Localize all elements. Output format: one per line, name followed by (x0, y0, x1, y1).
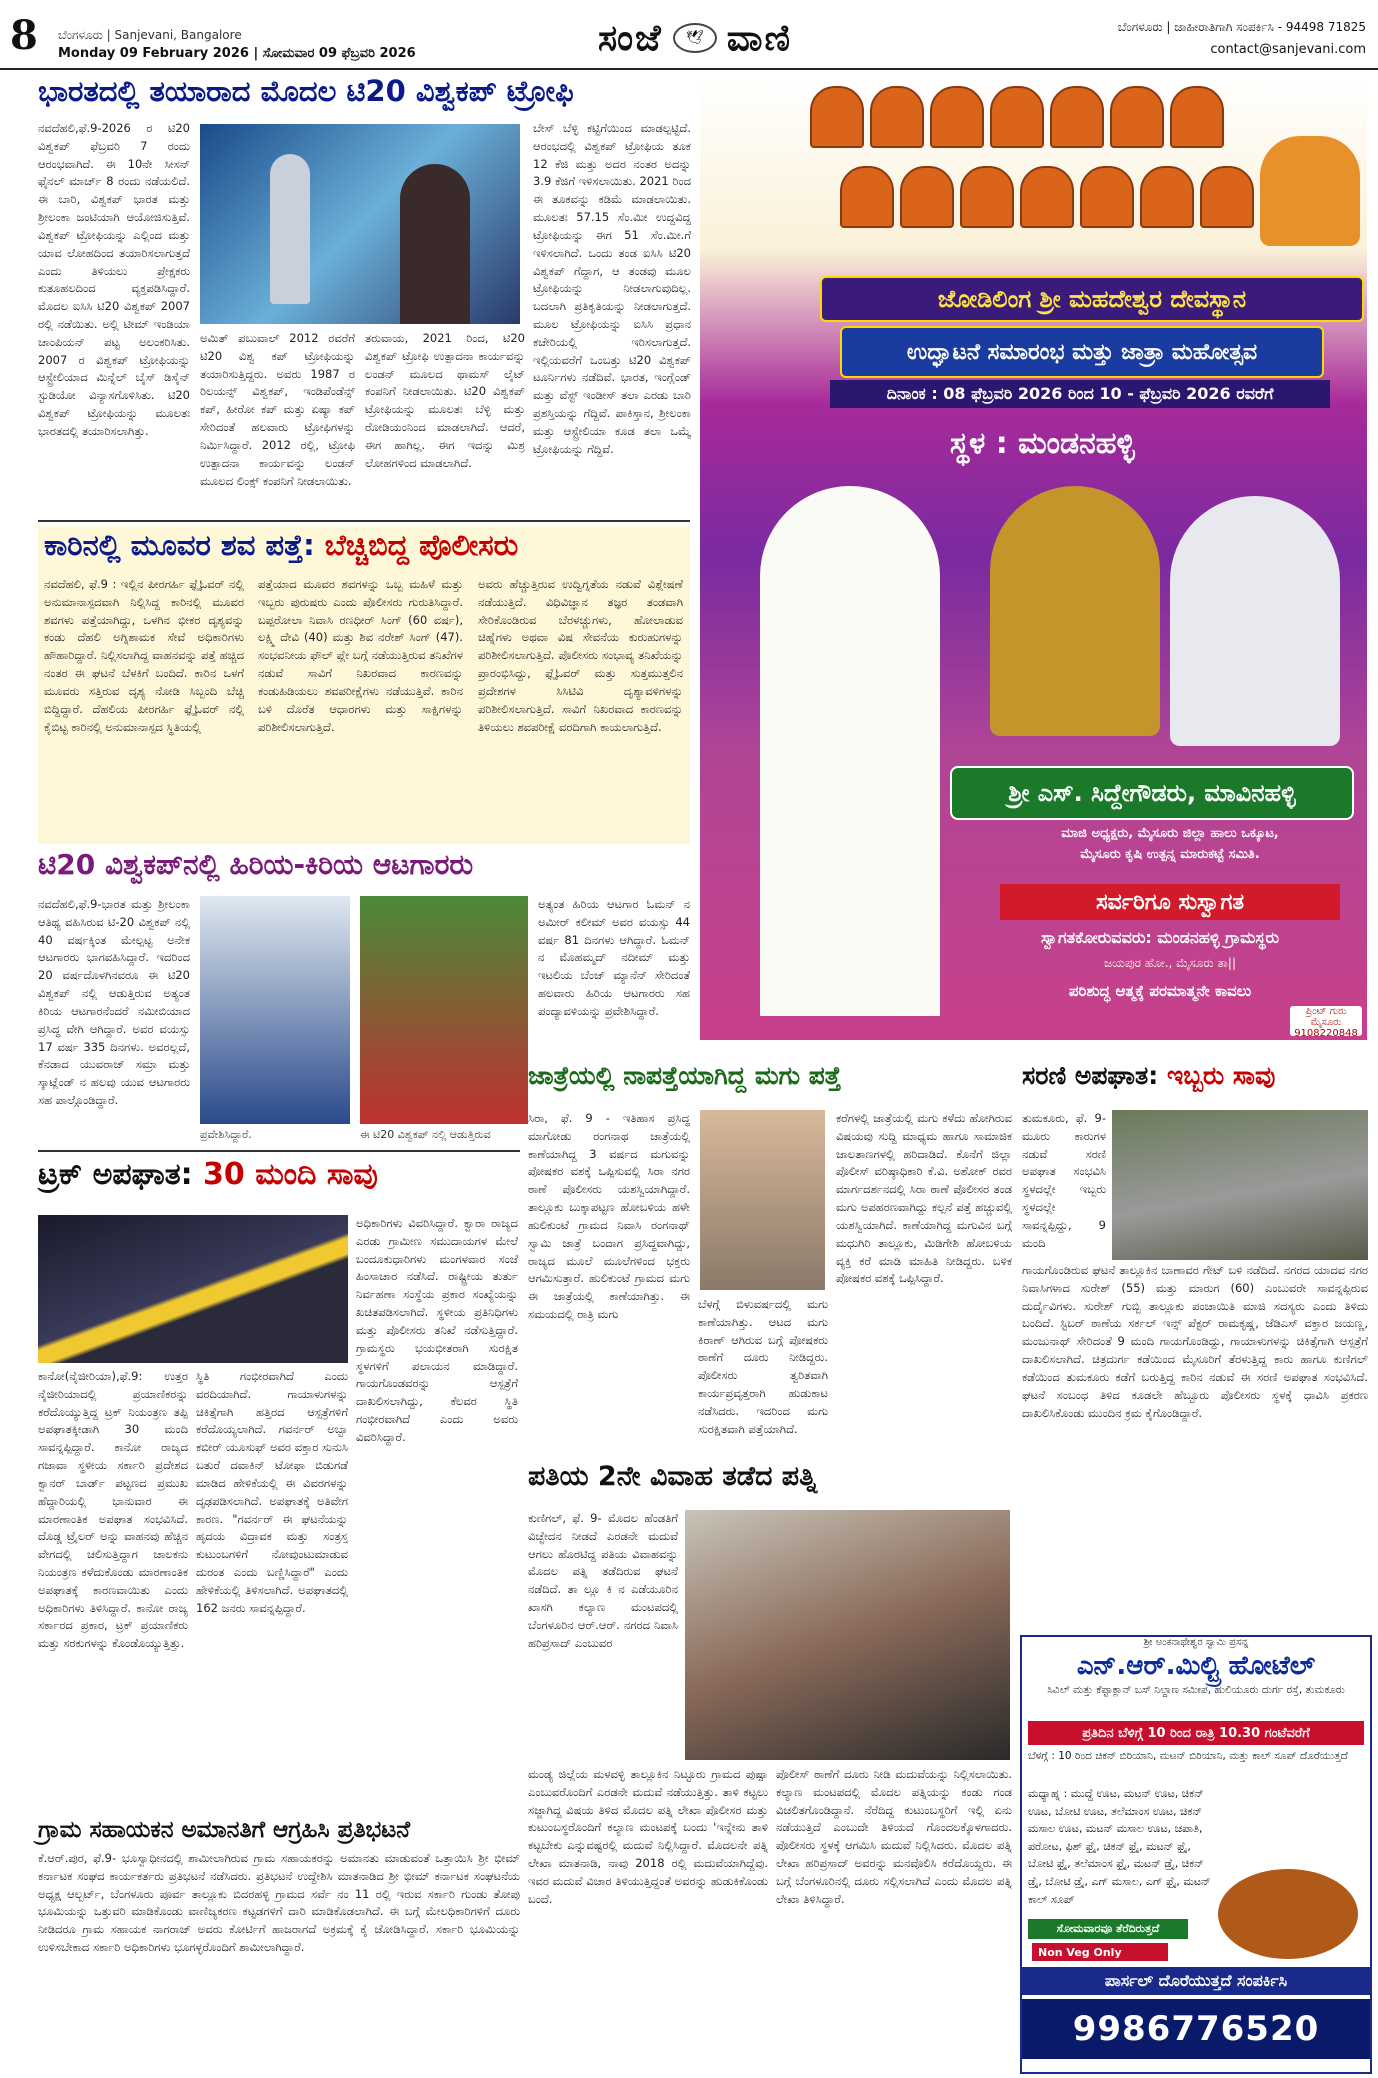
article8-col1: ಕೆ.ಆರ್.ಪುರ, ಫೆ.9- ಭೂಸ್ವಾಧೀನದಲ್ಲಿ ಶಾಮೀಲಾಗಿರುವ ಗ್ರಾಮ ಸಹಾಯಕರನ್ನು ಅಮಾನತು ಮಾಡುವಂತೆ ಒತ್ತಾಯಿಸಿ ಶ್ರೀ ಭೀಮ್ ಕರ್ನಾಟಕ ಸಂಘದ ಕಾರ್ಯಕರ್ತರು ಪ್ರತಿಭಟನೆ ನಡೆಸಿದರು. ಪ್ರತಿಭಟನೆ ಉದ್ದೇಶಿಸಿ ಮಾತನಾಡಿದ ಶ್ರೀ ಭೀಮ್ ಕರ್ನಾಟಕ ಸಂಘಟನೆಯ ಅಧ್ಯಕ್ಷ ಆಲ್ಬರ್ಟ್, ಬೆಂಗಳೂರು ಪೂರ್ವ ತಾಲ್ಲೂಕು ಬಿದರಹಳ್ಳಿ ಗ್ರಾಮದ ಸರ್ವೆ ನಂ 11 ರಲ್ಲಿ ಇರುವ ಸರ್ಕಾರಿ ಗುಂಡು ತೋಪು ಭೂಮಿಯನ್ನು ಒತ್ತುವರಿ ಮಾಡಿಕೊಂಡು ವಾಣಿಜ್ಯಕರಣ ಕಟ್ಟಡಗಳಿಗೆ ದಾರಿ ಮಾಡಿಕೊಡಲಾಗಿದೆ. ಈ ಬಗ್ಗೆ ಮೇಲಧಿಕಾರಿಗಳಿಗೆ ದೂರು ನೀಡಿದರೂ ಗ್ರಾಮ ಸಹಾಯಕ ನಾಗರಾಜ್ ಅವರು ಕೋರ್ಟಿಗೆ ಹಾಜರಾಗದೆ ಅಕ್ರಮಕ್ಕೆ ಕೈ ಜೋಡಿಸಿದ್ದಾರೆ. ಸರ್ಕಾರಿ ಭೂಮಿಯನ್ನು ಉಳಿಸಬೇಕಾದ ಸರ್ಕಾರಿ ಅಧಿಕಾರಿಗಳು ಭೂಗಳ್ಳರೊಂದಿಗೆ ಶಾಮೀಲಾಗಿದ್ದಾರೆ. (38, 1851, 520, 1955)
deity-portrait (900, 166, 954, 228)
temple-festival-ad (700, 76, 1367, 1040)
article1-col1: ನವದೆಹಲಿ,ಫೆ.9-2026 ರ ಟಿ20 ವಿಶ್ವಕಪ್ ಫೆಬ್ರವರಿ 7 ರಂದು ಆರಂಭವಾಗಿದೆ. ಈ 10ನೇ ಸೀಸನ್ ಫೈನಲ್ ಮಾರ್ಚ್ 8 ರಂದು ನಡೆಯಲಿದೆ. ಈ ಬಾರಿ, ವಿಶ್ವಕಪ್ ಭಾರತ ಮತ್ತು ಶ್ರೀಲಂಕಾ ಜಂಟಿಯಾಗಿ ಆಯೋಜಿಸುತ್ತಿವೆ. ವಿಶ್ವಕಪ್ ಟ್ರೋಫಿಯನ್ನು ಎಲ್ಲಿಂದ ಮತ್ತು ಯಾವ ಲೋಹದಿಂದ ತಯಾರಿಸಲಾಗುತ್ತದೆ ಎಂದು ತಿಳಿಯಲು ಪ್ರೇಕ್ಷಕರು ಕುತೂಹಲದಿಂದ ವ್ಯಕ್ತಪಡಿಸಿದ್ದಾರೆ. ಮೊದಲ ಐಸಿಸಿ ಟಿ20 ವಿಶ್ವಕಪ್ 2007 ರಲ್ಲಿ ನಡೆಯಿತು. ಅಲ್ಲಿ ಟೀಮ್ ಇಂಡಿಯಾ ಚಾಂಪಿಯನ್ ಪಟ್ಟ ಅಲಂಕರಿಸಿತು. 2007 ರ ವಿಶ್ವಕಪ್ ಟ್ರೋಫಿಯನ್ನು ಆಸ್ಟ್ರೇಲಿಯಾದ ಮಿನ್ನೆಲ್ ಬೈಸ್ ಡಿಸೈನ್ ಸ್ಟುಡಿಯೋ ವಿನ್ಯಾಸಗೊಳಿಸಿತು. ಟಿ20 ವಿಶ್ವಕಪ್ ಟ್ರೋಫಿಯನ್ನು ಮೂಲತಃ ಭಾರತದಲ್ಲಿ ತಯಾರಿಸಲಾಗಿತ್ತು. (38, 121, 190, 438)
hotel-open-monday: ಸೋಮವಾರವೂ ತೆರೆದಿರುತ್ತದೆ (1028, 1919, 1188, 1939)
article3-headline: ಟಿ20 ವಿಶ್ವಕಪ್‌ನಲ್ಲಿ ಹಿರಿಯ-ಕಿರಿಯ ಆಟಗಾರರು (38, 848, 474, 881)
woman-portrait (990, 486, 1160, 736)
article2-col2: ಪತ್ತೆಯಾದ ಮೂವರ ಶವಗಳನ್ನು ಒಬ್ಬ ಮಹಿಳೆ ಮತ್ತು ಇಬ್ಬರು ಪುರುಷರು ಎಂದು ಪೊಲೀಸರು ಗುರುತಿಸಿದ್ದಾರೆ. ಬಪ್ಪರೋಲಾ ನಿವಾಸಿ ರಣಧೀರ್ ಸಿಂಗ್ (60 ವರ್ಷ), ಲಕ್ಷ್ಮಿ ದೇವಿ (40) ಮತ್ತು ಶಿವ ನರೇಶ್ ಸಿಂಗ್ (47). ಸಂಭವನೀಯ ಫೌಲ್ ಪ್ಲೇ ಬಗ್ಗೆ ನಡೆಯುತ್ತಿರುವ ತನಿಖೆಗಳ ನಡುವೆ ಸಾವಿಗೆ ನಿಖರವಾದ ಕಾರಣವನ್ನು ಕಂಡುಹಿಡಿಯಲು ಶವಪರೀಕ್ಷೆಗಳು ನಡೆಯುತ್ತಿವೆ. ಕಾರಿನ ಬಳಿ ದೊರೆತ ಆಧಾರಗಳು ಮತ್ತು ಸಾಕ್ಷಿಗಳನ್ನು ಪರಿಶೀಲಿಸಲಾಗುತ್ತಿದೆ. (258, 577, 463, 734)
trophy-photo (200, 124, 520, 324)
divider (38, 1150, 520, 1152)
tiger-image (1260, 136, 1360, 246)
hotel-menu: ಮಧ್ಯಾಹ್ನ : ಮುದ್ದೆ ಊಟ, ಮಟನ್ ಊಟ, ಚಿಕನ್ ಊಟ, ಬೋಟಿ ಊಟ, ತಲೆಮಾಂಸ ಊಟ, ಚಿಕನ್ ಮಸಾಲ ಊಟ, ಮಟನ್ ಮಸಾಲ ಊಟ, ಚಪಾತಿ, ಪರೋಟ, ಫಿಶ್ ಫ್ರೈ, ಚಿಕನ್ ಫ್ರೈ, ಮಟನ್ ಫ್ರೈ, ಬೋಟಿ ಫ್ರೈ, ತಲೆಮಾಂಸ ಫ್ರೈ, ಮಟನ್ ಡ್ರೈ, ಚಿಕನ್ ಡ್ರೈ, ಬೋಟಿ ಡ್ರೈ, ಎಗ್ ಮಸಾಲ, ಎಗ್ ಫ್ರೈ, ಮಟನ್ ಕಾಲ್ ಸೂಪ್ (1028, 1787, 1211, 1906)
article4-headline-black: ಟ್ರಕ್ ಅಪಘಾತ: (38, 1157, 193, 1192)
host-portrait (760, 486, 940, 1016)
article5-headline: ಜಾತ್ರೆಯಲ್ಲಿ ನಾಪತ್ತೆಯಾಗಿದ್ದ ಮಗು ಪತ್ತೆ (528, 1061, 842, 1090)
hotel-sunday-note: ಬೆಳಗ್ಗೆ : 10 ರಿಂದ ಚಿಕನ್ ಬಿರಿಯಾನಿ, ಮಟನ್ ಬಿರಿಯಾನಿ, ಮತ್ತು ಕಾಲ್ ಸೂಪ್ ದೊರೆಯುತ್ತದೆ (1028, 1750, 1348, 1762)
deity-portrait (1110, 86, 1164, 148)
article1-headline: ಭಾರತದಲ್ಲಿ ತಯಾರಾದ ಮೊದಲ ಟಿ20 ವಿಶ್ವಕಪ್ ಟ್ರೋಫಿ (38, 74, 574, 108)
hotel-name-text: ಎನ್.ಆರ್.ಮಿಲ್ಟ್ರಿ ಹೋಟೆಲ್ (1076, 1651, 1316, 1681)
article7-col1: ಕುಣಿಗಲ್, ಫೆ. 9- ಮೊದಲ ಹೆಂಡತಿಗೆ ವಿಚ್ಛೇದನ ನೀಡದೆ ಎರಡನೇ ಮದುವೆ ಆಗಲು ಹೊರಟಿದ್ದ ಪತಿಯ ವಿವಾಹವನ್ನು ಮೊದಲ ಪತ್ನಿ ತಡೆದಿರುವ ಘಟನೆ ನಡೆದಿದೆ. ತಾ ಲ್ಲೂ ಕಿ ನ ಎಡೆಯೂರಿನ ಖಾಸಗಿ ಕಲ್ಯಾಣ ಮಂಟಪದಲ್ಲಿ ಬೆಂಗಳೂರಿನ ಆರ್.ಆರ್. ನಗರದ ನಿವಾಸಿ ಹರಿಪ್ರಸಾದ್ ಎಂಬುವರ (528, 1511, 678, 1650)
article5-col2: ಬೆಳಗ್ಗೆ ಬಿಳುವರ್ಷದಲ್ಲಿ ಮಗು ಕಾಣೆಯಾಗಿತ್ತು. ಆಟದ ಮಗು ಕಿರಾಣ್ ಆಗಿರುವ ಬಗ್ಗೆ ಪೋಷಕರು ಠಾಣೆಗೆ ದೂರು ನೀಡಿದ್ದರು. ಪೊಲೀಸರು ತ್ವರಿತವಾಗಿ ಕಾರ್ಯಪ್ರವೃತ್ತರಾಗಿ ಹುಡುಕಾಟ ನಡೆಸಿದರು. ಇದರಿಂದ ಮಗು ಸುರಕ್ಷಿತವಾಗಿ ಪತ್ತೆಯಾಗಿದೆ. (698, 1297, 828, 1436)
masthead (0, 0, 1378, 70)
article6-headline-black: ಸರಣಿ ಅಪಘಾತ: (1022, 1061, 1159, 1090)
article7-col3: ಪೊಲೀಸ್ ಠಾಣೆಗೆ ದೂರು ನೀಡಿ ಮದುವೆಯನ್ನು ನಿಲ್ಲಿಸಲಾಯಿತು. ಕಲ್ಯಾಣ ಮಂಟಪದಲ್ಲಿ ಮೊದಲ ಪತ್ನಿಯನ್ನು ಕಂಡು ಗಂಡ ವಿಚಲಿತಗೊಂಡಿದ್ದಾನೆ. ನೆರೆದಿದ್ದ ಕುಟುಂಬಸ್ಥರಿಗೆ ಇಲ್ಲಿ ಏನು ನಡೆಯುತ್ತಿದೆ ಎಂಬುದೇ ತಿಳಿಯದೆ ಗೊಂದಲಕ್ಕೊಳಗಾದರು. ಪೊಲೀಸರು ಸ್ಥಳಕ್ಕೆ ಆಗಮಿಸಿ ಮದುವೆ ನಿಲ್ಲಿಸಿದರು. ಮೊದಲ ಪತ್ನಿ ಲೇಖಾ ಹರಿಪ್ರಸಾದ್ ಅವರನ್ನು ಮನವೊಲಿಸಿ ಕರೆದೊಯ್ದರು. ಈ ಬಗ್ಗೆ ಬೆಂಗಳೂರಿನಲ್ಲಿ ದೂರು ಸಲ್ಲಿಸಲಾಗಿದೆ ಎಂದು ಮೊದಲ ಪತ್ನಿ ಲೇಖಾ ತಿಳಿಸಿದ್ದಾರೆ. (776, 1767, 1012, 1906)
article6-headline-red: ಇಬ್ಬರು ಸಾವು (1166, 1061, 1276, 1090)
article6-col2: ಗಾಯಗೊಂಡಿರುವ ಘಟನೆ ತಾಲ್ಲೂಕಿನ ಬಾಣಾವರ ಗೇಟ್ ಬಳಿ ನಡೆದಿದೆ. ನಗರದ ಯಾದವ ನಗರ ನಿವಾಸಿಗಳಾದ ಸುರೇಶ್ (55) ಮತ್ತು ಮಾರುಗ (60) ಎಂಬುವರೇ ಸಾವನ್ನಪ್ಪಿರುವ ದುರ್ದೈವಿಗಳು. ಸುರೇಶ್ ಗುಬ್ಬಿ ತಾಲ್ಲೂಕು ಪಂಚಾಯಿತಿ ಮಾಜಿ ಸದಸ್ಯರು ಎಂದು ತಿಳಿದು ಬಂದಿದೆ. ಸ್ಟಿಬರ್ ಠಾಣೆಯ ಸರ್ಕಲ್ ಇನ್ಸ್ ಪೆಕ್ಟರ್ ರಾಮಕೃಷ್ಣ, ಜೆಡಿಎಸ್ ವಕ್ತಾರ ಜಯಣ್ಣ, ಮಂಜುನಾಥ್ ಸೇರಿದಂತೆ 9 ಮಂದಿ ಗಾಯಗೊಂಡಿದ್ದು, ಗಾಯಾಳುಗಳನ್ನು ಚಿಕಿತ್ಸೆಗಾಗಿ ಆಸ್ಪತ್ರೆಗೆ ದಾಖಲಿಸಲಾಗಿದೆ. ಚಿತ್ರದುರ್ಗ ಕಡೆಯಿಂದ ಮೈಸೂರಿಗೆ ತೆರಳುತ್ತಿದ್ದ ಕಾರು ಹಾಗೂ ಕುಣಿಗಲ್ ಕಡೆಯಿಂದ ತುಮಕೂರು ಕಡೆಗೆ ಬರುತ್ತಿದ್ದ ಕಾರಿನ ನಡುವೆ ಈ ಸರಣಿ ಅಪಘಾತ ಸಂಭವಿಸಿದೆ. ಘಟನೆ ಸಂಬಂಧ ತಿಳಿದ ಕೂಡಲೇ ಹೆಬ್ಬೂರು ಪೊಲೀಸರು ಸ್ಥಳಕ್ಕೆ ಧಾವಿಸಿ ಪ್ರಕರಣ ದಾಖಲಿಸಿಕೊಂಡು ಮುಂದಿನ ಕ್ರಮ ಕೈಗೊಂಡಿದ್ದಾರೆ. (1022, 1263, 1368, 1420)
deity-portraits (720, 86, 1360, 266)
article5-col1: ಸಿರಾ, ಫೆ. 9 - ಇತಿಹಾಸ ಪ್ರಸಿದ್ಧ ಮಾಗೋಡು ರಂಗನಾಥ ಜಾತ್ರೆಯಲ್ಲಿ ಕಾಣೆಯಾಗಿದ್ದ 3 ವರ್ಷದ ಮಗುವನ್ನು ಪೋಷಕರ ವಶಕ್ಕೆ ಒಪ್ಪಿಸುವಲ್ಲಿ ಸಿರಾ ನಗರ ಠಾಣೆ ಪೊಲೀಸರು ಯಶಸ್ವಿಯಾಗಿದ್ದಾರೆ. ತಾಲ್ಲೂಕು ಬುಕ್ಕಾಪಟ್ಟಣ ಹೋಬಳಿಯ ಹಳೇ ಹುಲಿಕುಂಟೆ ಗ್ರಾಮದ ನಿವಾಸಿ ರಂಗನಾಥ್ ಸ್ವಾಮಿ ಜಾತ್ರೆ ಬಂದಾಗ ಪ್ರಸಿದ್ಧವಾಗಿದ್ದು, ರಾಜ್ಯದ ಮೂಲೆ ಮೂಲೆಗಳಿಂದ ಭಕ್ತರು ಆಗಮಿಸುತ್ತಾರೆ. ಹುಲಿಕುಂಟೆ ಗ್ರಾಮದ ಮಗು ಈ ಜಾತ್ರೆಯಲ್ಲಿ ಕಾಣೆಯಾಗಿತ್ತು. ಈ ಸಮಯದಲ್ಲಿ ರಾತ್ರಿ ಮಗು (528, 1111, 690, 1321)
article5-col3: ಕರೆಗಳಲ್ಲಿ ಜಾತ್ರೆಯಲ್ಲಿ ಮಗು ಕಳೆದು ಹೋಗಿರುವ ವಿಷಯವು ಸುದ್ದಿ ಮಾಧ್ಯಮ ಹಾಗೂ ಸಾಮಾಜಿಕ ಜಾಲತಾಣಗಳಲ್ಲಿ ಹರಿದಾಡಿದೆ. ಕೊನೆಗೆ ಜಿಲ್ಲಾ ಪೊಲೀಸ್ ವರಿಷ್ಠಾಧಿಕಾರಿ ಕೆ.ವಿ. ಅಶೋಕ್ ರವರ ಮಾರ್ಗದರ್ಶನದಲ್ಲಿ ಸಿರಾ ಠಾಣೆ ಪೊಲೀಸರ ತಂಡ ಮಗು ಅಪಹರಣವಾಗಿದ್ದು ಕಲ್ಪನೆ ಪತ್ತೆ ಹಚ್ಚುವಲ್ಲಿ ಯಶಸ್ವಿಯಾಗಿದೆ. ಕಾಣೆಯಾಗಿದ್ದ ಮಗುವಿನ ಬಗ್ಗೆ ಮಧುಗಿರಿ ತಾಲ್ಲೂಕು, ಮಿಡಿಗೇಶಿ ಹೋಬಳಿಯ ವ್ಯಕ್ತಿ ಕರೆ ಮಾಡಿ ಮಾಹಿತಿ ನೀಡಿದ್ದರು. ಬಳಿಕ ಪೋಷಕರ ವಶಕ್ಕೆ ಒಪ್ಪಿಸಿದ್ದಾರೆ. (836, 1111, 1012, 1286)
ad-temple-banner: ಜೋಡಿಲಿಂಗ ಶ್ರೀ ಮಹದೇಶ್ವರ ದೇವಸ್ಥಾನ (820, 276, 1364, 322)
trophy-shape (270, 154, 310, 304)
senior-player-photo (360, 896, 528, 1124)
article8-headline: ಗ್ರಾಮ ಸಹಾಯಕನ ಅಮಾನತಿಗೆ ಆಗ್ರಹಿಸಿ ಪ್ರತಿಭಟನೆ (38, 1817, 410, 1843)
military-hotel-ad (1020, 1635, 1372, 2074)
deity-portrait (1080, 166, 1134, 228)
hotel-address: ಸಿವಿಲ್ ಮತ್ತು ಕೆಪ್ಟಾಕ್ಲಾನ್ ಬಸ್ ನಿಲ್ದಾಣ ಸಮೀಪ, ಹುಲಿಯೂರು ದುರ್ಗ ರಸ್ತೆ, ತುಮಕೂರು (1047, 1684, 1345, 1696)
hotel-parcel: ಪಾರ್ಸಲ್ ದೊರೆಯುತ್ತದೆ ಸಂಪರ್ಕಿಸಿ (1022, 1967, 1370, 1995)
deity-portrait (1170, 86, 1224, 148)
article3-col1: ನವದೆಹಲಿ,ಫೆ.9-ಭಾರತ ಮತ್ತು ಶ್ರೀಲಂಕಾ ಆತಿಥ್ಯ ವಹಿಸಿರುವ ಟಿ-20 ವಿಶ್ವಕಪ್ ನಲ್ಲಿ 40 ವರ್ಷಕ್ಕಿಂತ ಮೇಲ್ಪಟ್ಟ ಅನೇಕ ಆಟಗಾರರು ಭಾಗವಹಿಸಿದ್ದಾರೆ. ಇದರಿಂದ 20 ವರ್ಷದೊಳಗಿನವರೂ ಈ ಟಿ20 ವಿಶ್ವಕಪ್ ನಲ್ಲಿ ಆಡುತ್ತಿರುವ ಅತ್ಯಂತ ಕಿರಿಯ ಆಟಗಾರನೆಂದರೆ ನಮೀಬಿಯಾದ ಪ್ರಸಿದ್ಧ ವೇಗಿ ಆಗಿದ್ದಾರೆ. ಅವರ ವಯಸ್ಸು 17 ವರ್ಷ 335 ದಿನಗಳು. ಅವರಲ್ಲದೆ, ಕೆನಡಾದ ಯುವರಾಜ್ ಸಮ್ರಾ ಮತ್ತು ಸ್ಕಾಟ್ಲೆಂಡ್ ನ ಹಲವು ಯುವ ಆಟಗಾರರು ಸಹ ಪಾಲ್ಗೊಂಡಿದ್ದಾರೆ. (38, 897, 190, 1107)
contact-email: contact@sanjevani.com (1210, 42, 1366, 57)
deity-portrait (1020, 166, 1074, 228)
hotel-name (1022, 1651, 1370, 1682)
article3-caption1: ಪ್ರವೇಶಿಸಿದ್ದಾರೆ. (200, 1128, 252, 1141)
ad-print-credit: ಪ್ರಿಂಟ್ ಗುರು ಮೈಸೂರು 9108220848 (1290, 1006, 1362, 1036)
deity-portrait (1050, 86, 1104, 148)
young-player-photo (200, 896, 350, 1124)
date-kannada: ಸೋಮವಾರ 09 ಫೆಬ್ರವರಿ 2026 (262, 46, 416, 61)
date-english: Monday 09 February 2026 (58, 46, 249, 61)
deity-portrait (1200, 166, 1254, 228)
ad-host-name: ಶ್ರೀ ಎಸ್. ಸಿದ್ದೇಗೌಡರು, ಮಾವಿನಹಳ್ಳಿ (950, 766, 1354, 820)
article2-box (38, 526, 690, 844)
article2-col1: ನವದೆಹಲಿ, ಫೆ.9 : ಇಲ್ಲಿನ ಪೀರಗರ್ಹಿ ಫ್ಲೈಓವರ್ ನಲ್ಲಿ ಅನುಮಾನಾಸ್ಪದವಾಗಿ ನಿಲ್ಲಿಸಿದ್ದ ಕಾರಿನಲ್ಲಿ ಮೂವರ ಶವಗಳು ಪತ್ತೆಯಾಗಿದ್ದು, ಒಳಗಿನ ಭೀಕರ ದೃಶ್ಯವನ್ನು ಕಂಡು ದೆಹಲಿ ಅಗ್ನಿಶಾಮಕ ಸೇವೆ ಅಧಿಕಾರಿಗಳು ಹೌಹಾರಿದ್ದಾರೆ. ನಿಲ್ಲಿಸಲಾಗಿದ್ದ ವಾಹನವನ್ನು ಪತ್ತೆ ಹಚ್ಚಿದ ನಂತರ ಈ ಘಟನೆ ಬೆಳಕಿಗೆ ಬಂದಿದೆ. ಕಾರಿನ ಒಳಗೆ ಮೂವರು ಸತ್ತಿರುವ ದೃಶ್ಯ ನೋಡಿ ಸಿಬ್ಬಂದಿ ಬೆಚ್ಚಿ ಬಿದ್ದಿದ್ದಾರೆ. ದೆಹಲಿಯ ಪೀರಗರ್ಹಿ ಫ್ಲೈಓವರ್ ನಲ್ಲಿ ಕೈಬಿಟ್ಟ ಕಾರಿನಲ್ಲಿ ಅನುಮಾನಾಸ್ಪದ ಸ್ಥಿತಿಯಲ್ಲಿ (44, 577, 244, 734)
ad-hosts-address: ಜಯಪುರ ಹೋ., ಮೈಸೂರು ತಾ|| (1103, 956, 1237, 970)
city-line: ಬೆಂಗಳೂರು | Sanjevani, Bangalore (58, 28, 242, 42)
police-line-photo (38, 1215, 348, 1363)
article7-col2: ಮಂಡ್ಯ ಜಿಲ್ಲೆಯ ಮಳವಳ್ಳಿ ತಾಲ್ಲೂಕಿನ ನಿಟ್ಟೂರು ಗ್ರಾಮದ ಪುಷ್ಪಾ ಎಂಬುವರೊಂದಿಗೆ ಎರಡನೇ ಮದುವೆ ನಡೆಯುತ್ತಿತ್ತು. ತಾಳಿ ಕಟ್ಟಲು ಸಜ್ಜಾಗಿದ್ದ ವಿಷಯ ತಿಳಿದ ಮೊದಲ ಪತ್ನಿ ಲೇಖಾ ಪೊಲೀಸರ ಮತ್ತು ಕುಟುಂಬಸ್ಥರೊಂದಿಗೆ ಕಲ್ಯಾಣ ಮಂಟಪಕ್ಕೆ ಬಂದು 'ಇನ್ನೇನು ತಾಳಿ ಕಟ್ಟಬೇಕು ಎನ್ನುವಷ್ಟರಲ್ಲಿ ಮದುವೆ ನಿಲ್ಲಿಸಿದ್ದಾರೆ. ಮೊದಲನೇ ಪತ್ನಿ ಲೇಖಾ ಮಾತನಾಡಿ, ನಾವು 2018 ರಲ್ಲಿ ಮದುವೆಯಾಗಿದ್ದೆವು. ಇವರ ಮದುವೆ ವಿಚಾರ ತಿಳಿಯುತ್ತಿದ್ದಂತೆ ಅವರನ್ನು ಹುಡುಕಿಕೊಂಡು ಬಂದೆ. (528, 1767, 768, 1906)
deity-portrait (930, 86, 984, 148)
ad-role-1: ಮಾಜಿ ಅಧ್ಯಕ್ಷರು, ಮೈಸೂರು ಜಿಲ್ಲಾ ಹಾಲು ಒಕ್ಕೂಟ, (1061, 826, 1279, 841)
article2-headline-blue: ಕಾರಿನಲ್ಲಿ ಮೂವರ ಶವ ಪತ್ತೆ: (44, 528, 315, 562)
date-separator: | (253, 46, 263, 61)
article7-headline: ಪತಿಯ 2ನೇ ವಿವಾಹ ತಡೆದ ಪತ್ನಿ (528, 1461, 818, 1492)
ad-dates: ದಿನಾಂಕ : 08 ಫೆಬ್ರವರಿ 2026 ರಿಂದ 10 - ಫೆಬ್ರವರಿ 2026 ರವರೆಗೆ (830, 380, 1330, 408)
article3-caption2: ಈ ಟಿ20 ವಿಶ್ವಕಪ್ ನಲ್ಲಿ ಆಡುತ್ತಿರುವ (360, 1128, 491, 1141)
article4-col3: ಅಧಿಕಾರಿಗಳು ವಿವರಿಸಿದ್ದಾರೆ. ಕ್ವಾರಾ ರಾಜ್ಯದ ಎರಡು ಗ್ರಾಮೀಣ ಸಮುದಾಯಗಳ ಮೇಲೆ ಬಂದೂಕುಧಾರಿಗಳು ಮಂಗಳವಾರ ಸಂಜೆ ಹಿಂಸಾಚಾರ ನಡೆಸಿದೆ. ರಾಷ್ಟ್ರೀಯ ತುರ್ತು ನಿರ್ವಹಣಾ ಸಂಸ್ಥೆಯ ಪ್ರಕಾರ ಸಂಖ್ಯೆಯನ್ನು ಖಚಿತಪಡಿಸಲಾಗಿದೆ. ಸ್ಥಳೀಯ ಪ್ರತಿನಿಧಿಗಳು ಮತ್ತು ಪೊಲೀಸರು ತನಿಖೆ ನಡೆಸುತ್ತಿದ್ದಾರೆ. ಗ್ರಾಮಸ್ಥರು ಭಯಭೀತರಾಗಿ ಸುರಕ್ಷಿತ ಸ್ಥಳಗಳಿಗೆ ಪಲಾಯನ ಮಾಡಿದ್ದಾರೆ. ಗಾಯಗೊಂಡವರನ್ನು ಆಸ್ಪತ್ರೆಗೆ ದಾಖಲಿಸಲಾಗಿದ್ದು, ಕೆಲವರ ಸ್ಥಿತಿ ಗಂಭೀರವಾಗಿದೆ ಎಂದು ಅವರು ವಿವರಿಸಿದ್ದಾರೆ. (356, 1216, 518, 1444)
youth-portrait (1170, 496, 1340, 746)
article4-col2: ಸ್ಥಿತಿ ಗಂಭೀರವಾಗಿದೆ ಎಂದು ವರದಿಯಾಗಿದೆ. ಗಾಯಾಳುಗಳನ್ನು ಚಿಕಿತ್ಸೆಗಾಗಿ ಹತ್ತಿರದ ಆಸ್ಪತ್ರೆಗಳಿಗೆ ಕರೆದೊಯ್ಯಲಾಗಿದೆ. ಗವರ್ನರ್ ಅಬ್ಬಾ ಕಬೀರ್ ಯೂಸುಫ್ ಅವರ ವಕ್ತಾರ ಸುನುಸಿ ಬತುರೆ ದವಾಕಿನ್ ಟೋಫಾ ಬಿಡುಗಡೆ ಮಾಡಿದ ಹೇಳಿಕೆಯಲ್ಲಿ ಈ ವಿವರಗಳನ್ನು ದೃಢಪಡಿಸಲಾಗಿದೆ. ಅಪಘಾತಕ್ಕೆ ಅತಿವೇಗ ಕಾರಣ. "ಗವರ್ನರ್ ಈ ಘಟನೆಯನ್ನು ಹೃದಯ ವಿದ್ರಾವಕ ಮತ್ತು ಸಂತ್ರಸ್ತ ಕುಟುಂಬಗಳಿಗೆ ನೋವುಂಟುಮಾಡುವ ದುರಂತ ಎಂದು ಬಣ್ಣಿಸಿದ್ದಾರೆ" ಎಂದು ಹೇಳಿಕೆಯಲ್ಲಿ ತಿಳಿಸಲಾಗಿದೆ. ಅಪಘಾತದಲ್ಲಿ 162 ಜನರು ಸಾವನ್ನಪ್ಪಿದ್ದಾರೆ. (196, 1369, 348, 1615)
article2-headline-red: ಬೆಚ್ಚಿಬಿದ್ದ ಪೊಲೀಸರು (324, 528, 519, 562)
person-silhouette (400, 164, 470, 324)
article2-headline (44, 530, 684, 562)
nonveg-badge: Non Veg Only (1032, 1943, 1168, 1961)
child-photo (700, 1110, 825, 1290)
crashed-car-photo (1112, 1110, 1368, 1260)
ad-hosts: ಸ್ವಾಗತಕೋರುವವರು: ಮಂಡನಹಳ್ಳಿ ಗ್ರಾಮಸ್ಥರು (1040, 928, 1280, 947)
article1-col4: ಬೇಸ್ ಬೆಳ್ಳಿ ಕಟ್ಟಿಗೆಯಿಂದ ಮಾಡಲ್ಪಟ್ಟಿದೆ. ಆರಂಭದಲ್ಲಿ ವಿಶ್ವಕಪ್ ಟ್ರೋಫಿಯ ತೂಕ 12 ಕೆಜಿ ಮತ್ತು ಅದರ ನಂತರ ಅದನ್ನು 3.9 ಕೆಜಿಗೆ ಇಳಿಸಲಾಯಿತು. 2021 ರಿಂದ ಈ ತೂಕವನ್ನು ಕಡಿಮೆ ಮಾಡಲಾಯಿತು. ಮೂಲತಃ 57.15 ಸೆಂ.ಮೀ ಉದ್ದವಿದ್ದ ಟ್ರೋಫಿಯನ್ನು ಈಗ 51 ಸೆಂ.ಮೀ.ಗೆ ಇಳಿಸಲಾಗಿದೆ. ಒಂದು ತಂಡ ಐಸಿಸಿ ಟಿ20 ವಿಶ್ವಕಪ್ ಗೆದ್ದಾಗ, ಆ ತಂಡವು ಮೂಲ ಟ್ರೋಫಿಯನ್ನು ನೀಡಲಾಗುವುದಿಲ್ಲ. ಬದಲಾಗಿ ಪ್ರತಿಕೃತಿಯನ್ನು ನೀಡಲಾಗುತ್ತದೆ. ಮೂಲ ಟ್ರೋಫಿಯನ್ನು ಐಸಿಸಿ ಪ್ರಧಾನ ಕಚೇರಿಯಲ್ಲಿ ಇರಿಸಲಾಗುತ್ತದೆ. ಇಲ್ಲಿಯವರೆಗೆ ಒಂಬತ್ತು ಟಿ20 ವಿಶ್ವಕಪ್ ಟೂರ್ನಿಗಳು ನಡೆದಿವೆ. ಭಾರತ, ಇಂಗ್ಲೆಂಡ್ ಮತ್ತು ವೆಸ್ಟ್ ಇಂಡೀಸ್ ತಲಾ ಎರಡು ಬಾರಿ ಪ್ರಶಸ್ತಿಯನ್ನು ಗೆದ್ದಿವೆ. ಪಾಕಿಸ್ತಾನ, ಶ್ರೀಲಂಕಾ ಮತ್ತು ಆಸ್ಟ್ರೇಲಿಯಾ ಕೂಡ ತಲಾ ಒಮ್ಮೆ ಟ್ರೋಫಿಯನ್ನು ಗೆದ್ದಿವೆ. (533, 121, 691, 456)
deity-portrait (1140, 166, 1194, 228)
logo-text-right: ವಾಣಿ (726, 16, 792, 59)
hotel-tag: ಶ್ರೀ ಅಂಕನಾಥೇಶ್ವರ ಸ್ವಾಮಿ ಪ್ರಸನ್ನ (1143, 1637, 1249, 1648)
hotel-timing: ಪ್ರತಿದಿನ ಬೆಳಿಗ್ಗೆ 10 ರಿಂದ ರಾತ್ರಿ 10.30 ಗಂಟೆವರೆಗೆ (1028, 1721, 1364, 1745)
divider (38, 520, 690, 522)
ad-contact: ಬೆಂಗಳೂರು | ಜಾಹೀರಾತಿಗಾಗಿ ಸಂಪರ್ಕಿಸಿ - 94498 71825 (1117, 20, 1366, 34)
ad-event-banner: ಉದ್ಘಾಟನೆ ಸಮಾರಂಭ ಮತ್ತು ಜಾತ್ರಾ ಮಹೋತ್ಸವ (840, 326, 1324, 378)
deity-portrait (960, 166, 1014, 228)
article3-col2: ಅತ್ಯಂತ ಹಿರಿಯ ಆಟಗಾರ ಓಮನ್ ನ ಅಮೀರ್ ಕಲೀಮ್ ಅವರ ವಯಸ್ಸು 44 ವರ್ಷ 81 ದಿನಗಳು ಆಗಿದ್ದಾರೆ. ಓಮನ್ ನ ಮೊಹಮ್ಮದ್ ನದೀಮ್ ಮತ್ತು ಇಟಲಿಯ ಬೆಂಜ್ ಮ್ಯಾನೆನ್ ಸೇರಿದಂತೆ ಹಲವಾರು ಹಿರಿಯ ಆಟಗಾರರು ಸಹ ಪಂದ್ಯಾವಳಿಯನ್ನು ಪ್ರವೇಶಿಸಿದ್ದಾರೆ. (538, 897, 690, 1018)
article4-col1: ಕಾನೋ(ನೈಜೀರಿಯಾ),ಫೆ.9: ಉತ್ತರ ನೈಜೀರಿಯಾದಲ್ಲಿ ಪ್ರಯಾಣಿಕರನ್ನು ಕರೆದೊಯ್ಯುತ್ತಿದ್ದ ಟ್ರಕ್ ನಿಯಂತ್ರಣ ತಪ್ಪಿ ಅಪಘಾತಕ್ಕೀಡಾಗಿ 30 ಮಂದಿ ಸಾವನ್ನಪ್ಪಿದ್ದಾರೆ. ಕಾನೋ ರಾಜ್ಯದ ಗಜಾವಾ ಸ್ಥಳೀಯ ಸರ್ಕಾರಿ ಪ್ರದೇಶದ ಕ್ವಾನರ್ ಬಾರ್ಡ್ ಪಟ್ಟಣದ ಪ್ರಮುಖ ಹೆದ್ದಾರಿಯಲ್ಲಿ ಭಾನುವಾರ ಈ ಮಾರಣಾಂತಿಕ ಅಪಘಾತ ಸಂಭವಿಸಿದೆ. ದೊಡ್ಡ ಟ್ರೈಲರ್ ಅನ್ನು ವಾಹನವು ಹೆಚ್ಚಿನ ವೇಗದಲ್ಲಿ ಚಲಿಸುತ್ತಿದ್ದಾಗ ಚಾಲಕನು ನಿಯಂತ್ರಣ ಕಳೆದುಕೊಂಡು ಮಾರಣಾಂತಿಕ ಅಪಘಾತಕ್ಕೆ ಕಾರಣವಾಯಿತು ಎಂದು ಅಧಿಕಾರಿಗಳು ತಿಳಿಸಿದ್ದಾರೆ. ಕಾನೋ ರಾಜ್ಯ ಸರ್ಕಾರದ ಪ್ರಕಾರ, ಟ್ರಕ್ ಪ್ರಯಾಣಿಕರು ಮತ್ತು ಸರಕುಗಳನ್ನು ಕೊಂಡೊಯ್ಯುತ್ತಿತ್ತು. (38, 1369, 188, 1651)
article1-col3: ತರುವಾಯ, 2021 ರಿಂದ, ಟಿ20 ವಿಶ್ವಕಪ್ ಟ್ರೋಫಿ ಉತ್ಪಾದನಾ ಕಾರ್ಯವನ್ನು ಲಂಡನ್ ಮೂಲದ ಥಾಮಸ್ ಲೈಟ್ ಕಂಪನಿಗೆ ನೀಡಲಾಯಿತು. ಟಿ20 ವಿಶ್ವಕಪ್ ಟ್ರೋಫಿಯನ್ನು ಮೂಲತಃ ಬೆಳ್ಳಿ ಮತ್ತು ರೋಡಿಯಂನಿಂದ ಮಾಡಲಾಗಿದೆ. ಆದರೆ, ಈಗ ಹಾಗಿಲ್ಲ. ಈಗ ಇದನ್ನು ಮಿಶ್ರ ಲೋಹಗಳಿಂದ ಮಾಡಲಾಗಿದೆ. (365, 331, 525, 470)
bird-logo-icon: 🕊 (673, 23, 717, 53)
page-number: 8 (10, 12, 38, 59)
ad-venue: ಸ್ಥಳ : ಮಂಡನಹಳ್ಳಿ (950, 426, 1135, 461)
logo-text-left: ಸಂಜೆ (597, 16, 663, 59)
article6-col1: ತುಮಕೂರು, ಫೆ. 9- ಮೂರು ಕಾರುಗಳ ನಡುವೆ ಸರಣಿ ಅಪಘಾತ ಸಂಭವಿಸಿ ಸ್ಥಳದಲ್ಲೇ ಇಬ್ಬರು ಸ್ಥಳದಲ್ಲೇ ಸಾವನ್ನಪ್ಪಿದ್ದು, 9 ಮಂದಿ (1022, 1111, 1106, 1250)
ad-blessing: ಪರಿಶುದ್ಧ ಆತ್ಮಕ್ಕೆ ಪರಮಾತ್ಮನೇ ಕಾವಲು (1068, 982, 1252, 1000)
deity-portrait (990, 86, 1044, 148)
article1-col2: ಅಮಿತ್ ಪಬುವಾಲ್ 2012 ರವರೆಗೆ ಟಿ20 ವಿಶ್ವ ಕಪ್ ಟ್ರೋಫಿಯನ್ನು ತಯಾರಿಸುತ್ತಿದ್ದರು. ಅವರು 1987 ರ ರಿಲಯನ್ಸ್ ವಿಶ್ವಕಪ್, ಇಂಡಿಪೆಂಡೆನ್ಸ್ ಕಪ್, ಹೀರೋ ಕಪ್ ಮತ್ತು ಏಷ್ಯಾ ಕಪ್ ಸೇರಿದಂತೆ ಹಲವಾರು ಟ್ರೋಫಿಗಳನ್ನು ನಿರ್ಮಿಸಿದ್ದಾರೆ. 2012 ರಲ್ಲಿ, ಟ್ರೋಫಿ ಉತ್ಪಾದನಾ ಕಾರ್ಯವನ್ನು ಲಂಡನ್ ಮೂಲದ ಲಿಂಕ್ಸ್ ಕಂಪನಿಗೆ ನೀಡಲಾಯಿತು. (200, 331, 355, 488)
deity-portrait (840, 166, 894, 228)
hotel-phone: 9986776520 (1022, 1999, 1370, 2059)
deity-portrait (810, 86, 864, 148)
food-image (1218, 1869, 1358, 1959)
article4-headline (38, 1158, 518, 1191)
ad-role-2: ಮೈಸೂರು ಕೃಷಿ ಉತ್ಪನ್ನ ಮಾರುಕಟ್ಟೆ ಸಮಿತಿ. (1080, 846, 1260, 862)
article6-headline (1022, 1062, 1368, 1090)
ad-host-roles (990, 824, 1350, 866)
wedding-crowd-photo (685, 1510, 1010, 1760)
deity-portrait (870, 86, 924, 148)
ad-welcome: ಸರ್ವರಿಗೂ ಸುಸ್ವಾಗತ (1000, 884, 1340, 920)
date-line (58, 46, 416, 61)
newspaper-logo (560, 12, 830, 64)
article4-headline-red: 30 ಮಂದಿ ಸಾವು (203, 1157, 378, 1192)
article2-col3: ಅವರು ಹೆಚ್ಚುತ್ತಿರುವ ಉದ್ವಿಗ್ನತೆಯ ನಡುವೆ ವಿಶ್ಲೇಷಣೆ ನಡೆಯುತ್ತಿದೆ. ವಿಧಿವಿಜ್ಞಾನ ತಜ್ಞರ ತಂಡವಾಗಿ ಸೇರಿಕೊಂಡಿರುವ ಬೆರಳಚ್ಚುಗಳು, ಹೋಲಾಡುವ ಚಿಹ್ನೆಗಳು ಅಥವಾ ವಿಷ ಸೇವನೆಯ ಕುರುಹುಗಳನ್ನು ಪರಿಶೀಲಿಸಲಾಗುತ್ತಿದೆ. ಪೊಲೀಸರು ಸಂಭಾವ್ಯ ತನಿಖೆಯನ್ನು ಪ್ರಾರಂಭಿಸಿದ್ದು, ಫ್ಲೈಓವರ್ ಮತ್ತು ಸುತ್ತಮುತ್ತಲಿನ ಪ್ರದೇಶಗಳ ಸಿಸಿಟಿವಿ ದೃಶ್ಯಾವಳಿಗಳನ್ನು ಪರಿಶೀಲಿಸಲಾಗುತ್ತಿದೆ. ಸಾವಿಗೆ ನಿಖರವಾದ ಕಾರಣವನ್ನು ತಿಳಿಯಲು ಶವಪರೀಕ್ಷೆ ವರದಿಗಾಗಿ ಕಾಯಲಾಗುತ್ತಿದೆ. (478, 577, 683, 734)
